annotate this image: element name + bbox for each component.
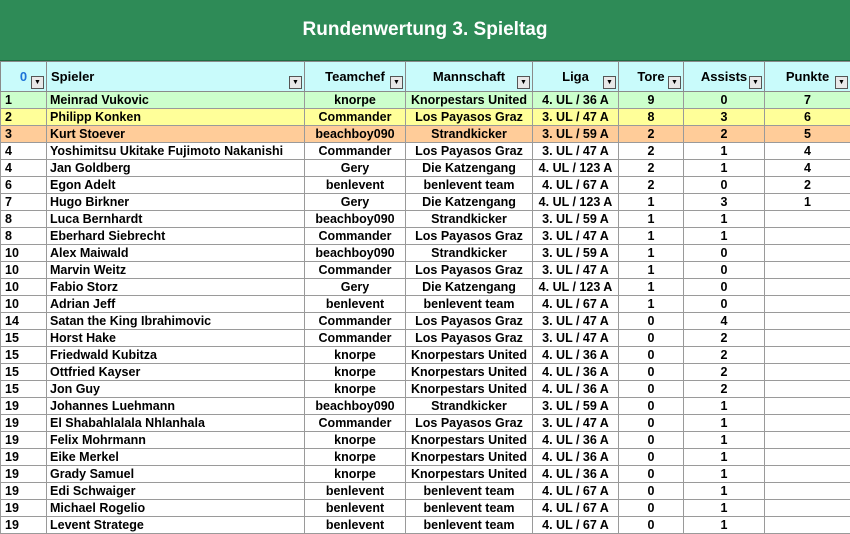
mannschaft-cell[interactable]: Knorpestars United <box>406 381 533 398</box>
tore-cell[interactable]: 9 <box>619 92 684 109</box>
punkte-cell[interactable] <box>765 296 850 313</box>
liga-cell[interactable]: 4. UL / 123 A <box>533 279 619 296</box>
liga-cell[interactable]: 3. UL / 47 A <box>533 109 619 126</box>
table-row <box>1 194 850 211</box>
punkte-cell[interactable] <box>765 466 850 483</box>
rank-cell[interactable]: 19 <box>1 500 47 517</box>
teamchef-cell[interactable]: knorpe <box>305 381 406 398</box>
tore-cell[interactable]: 8 <box>619 109 684 126</box>
tore-cell[interactable]: 1 <box>619 228 684 245</box>
table-row <box>1 228 850 245</box>
player-cell[interactable]: Kurt Stoever <box>47 126 305 143</box>
player-cell[interactable]: Philipp Konken <box>47 109 305 126</box>
table-row <box>1 381 850 398</box>
teamchef-cell[interactable]: Gery <box>305 194 406 211</box>
assists-cell[interactable]: 0 <box>684 92 765 109</box>
punkte-cell[interactable]: 2 <box>765 177 850 194</box>
assists-cell[interactable]: 2 <box>684 381 765 398</box>
assists-cell[interactable]: 3 <box>684 194 765 211</box>
tore-cell[interactable]: 2 <box>619 177 684 194</box>
liga-cell[interactable]: 4. UL / 123 A <box>533 194 619 211</box>
header-liga-label: Liga <box>562 69 589 84</box>
player-cell[interactable]: Satan the King Ibrahimovic <box>47 313 305 330</box>
header-teamchef <box>305 62 406 92</box>
teamchef-cell[interactable]: Commander <box>305 262 406 279</box>
player-cell[interactable]: Luca Bernhardt <box>47 211 305 228</box>
punkte-cell[interactable] <box>765 262 850 279</box>
table-row <box>1 398 850 415</box>
header-rank <box>1 62 47 92</box>
assists-cell[interactable]: 1 <box>684 143 765 160</box>
table-row <box>1 279 850 296</box>
player-cell[interactable]: Marvin Weitz <box>47 262 305 279</box>
teamchef-cell[interactable]: beachboy090 <box>305 398 406 415</box>
mannschaft-cell[interactable]: Los Payasos Graz <box>406 415 533 432</box>
table-row <box>1 500 850 517</box>
header-assists <box>684 62 765 92</box>
table-row <box>1 245 850 262</box>
mannschaft-cell[interactable]: Los Payasos Graz <box>406 143 533 160</box>
liga-cell[interactable]: 4. UL / 67 A <box>533 177 619 194</box>
tore-cell[interactable]: 1 <box>619 194 684 211</box>
rank-cell[interactable]: 10 <box>1 296 47 313</box>
liga-cell[interactable]: 3. UL / 59 A <box>533 126 619 143</box>
mannschaft-cell[interactable]: Knorpestars United <box>406 466 533 483</box>
punkte-cell[interactable] <box>765 415 850 432</box>
header-mannschaft <box>406 62 533 92</box>
table-row <box>1 296 850 313</box>
tore-cell[interactable]: 0 <box>619 347 684 364</box>
rank-cell[interactable]: 6 <box>1 177 47 194</box>
teamchef-cell[interactable]: knorpe <box>305 364 406 381</box>
liga-cell[interactable]: 4. UL / 36 A <box>533 466 619 483</box>
filter-dropdown-icon[interactable]: ▼ <box>835 76 848 89</box>
punkte-cell[interactable] <box>765 347 850 364</box>
rank-cell[interactable]: 19 <box>1 398 47 415</box>
teamchef-cell[interactable]: knorpe <box>305 92 406 109</box>
filter-dropdown-icon[interactable]: ▼ <box>517 76 530 89</box>
assists-cell[interactable]: 3 <box>684 109 765 126</box>
header-assists-label: Assists <box>700 69 748 84</box>
mannschaft-cell[interactable]: Die Katzengang <box>406 194 533 211</box>
rank-cell[interactable]: 10 <box>1 262 47 279</box>
header-tore-label: Tore <box>637 69 665 84</box>
liga-cell[interactable]: 4. UL / 67 A <box>533 296 619 313</box>
rank-cell[interactable]: 4 <box>1 160 47 177</box>
player-cell[interactable]: Eberhard Siebrecht <box>47 228 305 245</box>
player-cell[interactable]: Adrian Jeff <box>47 296 305 313</box>
rank-cell[interactable]: 15 <box>1 347 47 364</box>
header-punkte <box>765 62 850 92</box>
player-cell[interactable]: Fabio Storz <box>47 279 305 296</box>
tore-cell[interactable]: 0 <box>619 517 684 534</box>
liga-cell[interactable]: 4. UL / 36 A <box>533 381 619 398</box>
rank-cell[interactable]: 19 <box>1 449 47 466</box>
table-row <box>1 126 850 143</box>
table-row <box>1 449 850 466</box>
rank-cell[interactable]: 7 <box>1 194 47 211</box>
punkte-cell[interactable]: 4 <box>765 143 850 160</box>
assists-cell[interactable]: 1 <box>684 211 765 228</box>
liga-cell[interactable]: 3. UL / 47 A <box>533 415 619 432</box>
teamchef-cell[interactable]: benlevent <box>305 483 406 500</box>
player-cell[interactable]: Ottfried Kayser <box>47 364 305 381</box>
rank-cell[interactable]: 19 <box>1 517 47 534</box>
assists-cell[interactable]: 0 <box>684 245 765 262</box>
table-row <box>1 313 850 330</box>
standings-table <box>0 61 850 534</box>
rank-cell[interactable]: 8 <box>1 228 47 245</box>
player-cell[interactable]: Michael Rogelio <box>47 500 305 517</box>
assists-cell[interactable]: 1 <box>684 415 765 432</box>
teamchef-cell[interactable]: Gery <box>305 279 406 296</box>
punkte-cell[interactable] <box>765 517 850 534</box>
teamchef-cell[interactable]: benlevent <box>305 177 406 194</box>
assists-cell[interactable]: 1 <box>684 466 765 483</box>
teamchef-cell[interactable]: knorpe <box>305 432 406 449</box>
tore-cell[interactable]: 2 <box>619 143 684 160</box>
liga-cell[interactable]: 4. UL / 67 A <box>533 500 619 517</box>
table-row <box>1 432 850 449</box>
tore-cell[interactable]: 0 <box>619 500 684 517</box>
mannschaft-cell[interactable]: Strandkicker <box>406 211 533 228</box>
table-row <box>1 415 850 432</box>
header-row <box>1 62 850 92</box>
player-cell[interactable]: Friedwald Kubitza <box>47 347 305 364</box>
teamchef-cell[interactable]: knorpe <box>305 466 406 483</box>
punkte-cell[interactable] <box>765 313 850 330</box>
mannschaft-cell[interactable]: Strandkicker <box>406 126 533 143</box>
header-punkte-label: Punkte <box>785 69 830 84</box>
player-cell[interactable]: Alex Maiwald <box>47 245 305 262</box>
teamchef-cell[interactable]: Commander <box>305 330 406 347</box>
teamchef-cell[interactable]: Gery <box>305 160 406 177</box>
assists-cell[interactable]: 0 <box>684 262 765 279</box>
header-tore <box>619 62 684 92</box>
assists-cell[interactable]: 0 <box>684 177 765 194</box>
header-rank-label: 0 <box>19 69 28 84</box>
rank-cell[interactable]: 1 <box>1 92 47 109</box>
teamchef-cell[interactable]: Commander <box>305 109 406 126</box>
tore-cell[interactable]: 2 <box>619 160 684 177</box>
tore-cell[interactable]: 0 <box>619 330 684 347</box>
table-row <box>1 483 850 500</box>
mannschaft-cell[interactable]: Die Katzengang <box>406 160 533 177</box>
punkte-cell[interactable] <box>765 279 850 296</box>
mannschaft-cell[interactable]: Los Payasos Graz <box>406 109 533 126</box>
header-spieler <box>47 62 305 92</box>
tore-cell[interactable]: 0 <box>619 466 684 483</box>
punkte-cell[interactable] <box>765 381 850 398</box>
mannschaft-cell[interactable]: Los Payasos Graz <box>406 228 533 245</box>
tore-cell[interactable]: 0 <box>619 415 684 432</box>
liga-cell[interactable]: 4. UL / 36 A <box>533 347 619 364</box>
filter-dropdown-icon[interactable]: ▼ <box>603 76 616 89</box>
teamchef-cell[interactable]: benlevent <box>305 517 406 534</box>
punkte-cell[interactable] <box>765 211 850 228</box>
header-teamchef-label: Teamchef <box>325 69 385 84</box>
assists-cell[interactable]: 2 <box>684 347 765 364</box>
page-title: Rundenwertung 3. Spieltag <box>302 19 548 40</box>
rank-cell[interactable]: 19 <box>1 415 47 432</box>
player-cell[interactable]: Meinrad Vukovic <box>47 92 305 109</box>
tore-cell[interactable]: 2 <box>619 126 684 143</box>
mannschaft-cell[interactable]: Knorpestars United <box>406 449 533 466</box>
punkte-cell[interactable] <box>765 449 850 466</box>
liga-cell[interactable]: 3. UL / 47 A <box>533 228 619 245</box>
rank-cell[interactable]: 15 <box>1 381 47 398</box>
player-cell[interactable]: Jan Goldberg <box>47 160 305 177</box>
player-cell[interactable]: Grady Samuel <box>47 466 305 483</box>
mannschaft-cell[interactable]: benlevent team <box>406 483 533 500</box>
tore-cell[interactable]: 0 <box>619 381 684 398</box>
title-bar <box>0 0 850 61</box>
liga-cell[interactable]: 3. UL / 59 A <box>533 211 619 228</box>
player-cell[interactable]: Jon Guy <box>47 381 305 398</box>
teamchef-cell[interactable]: benlevent <box>305 296 406 313</box>
tore-cell[interactable]: 1 <box>619 245 684 262</box>
punkte-cell[interactable]: 7 <box>765 92 850 109</box>
assists-cell[interactable]: 1 <box>684 228 765 245</box>
mannschaft-cell[interactable]: Knorpestars United <box>406 432 533 449</box>
table-row <box>1 211 850 228</box>
table-row <box>1 160 850 177</box>
tore-cell[interactable]: 0 <box>619 364 684 381</box>
player-cell[interactable]: Levent Stratege <box>47 517 305 534</box>
teamchef-cell[interactable]: Commander <box>305 143 406 160</box>
liga-cell[interactable]: 4. UL / 67 A <box>533 483 619 500</box>
assists-cell[interactable]: 1 <box>684 483 765 500</box>
mannschaft-cell[interactable]: benlevent team <box>406 517 533 534</box>
teamchef-cell[interactable]: Commander <box>305 228 406 245</box>
table-row <box>1 262 850 279</box>
filter-dropdown-icon[interactable]: ▼ <box>749 76 762 89</box>
punkte-cell[interactable] <box>765 398 850 415</box>
rank-cell[interactable]: 4 <box>1 143 47 160</box>
table-row <box>1 330 850 347</box>
teamchef-cell[interactable]: Commander <box>305 313 406 330</box>
liga-cell[interactable]: 3. UL / 59 A <box>533 245 619 262</box>
punkte-cell[interactable] <box>765 245 850 262</box>
mannschaft-cell[interactable]: Strandkicker <box>406 245 533 262</box>
table-row <box>1 177 850 194</box>
punkte-cell[interactable] <box>765 228 850 245</box>
rank-cell[interactable]: 10 <box>1 245 47 262</box>
player-cell[interactable]: Yoshimitsu Ukitake Fujimoto Nakanishi <box>47 143 305 160</box>
teamchef-cell[interactable]: knorpe <box>305 347 406 364</box>
assists-cell[interactable]: 1 <box>684 449 765 466</box>
punkte-cell[interactable] <box>765 483 850 500</box>
rank-cell[interactable]: 19 <box>1 432 47 449</box>
player-cell[interactable]: Horst Hake <box>47 330 305 347</box>
assists-cell[interactable]: 4 <box>684 313 765 330</box>
assists-cell[interactable]: 1 <box>684 432 765 449</box>
liga-cell[interactable]: 4. UL / 67 A <box>533 517 619 534</box>
rank-cell[interactable]: 8 <box>1 211 47 228</box>
rank-cell[interactable]: 3 <box>1 126 47 143</box>
mannschaft-cell[interactable]: Strandkicker <box>406 398 533 415</box>
rank-cell[interactable]: 15 <box>1 330 47 347</box>
table-row <box>1 143 850 160</box>
assists-cell[interactable]: 1 <box>684 398 765 415</box>
player-cell[interactable]: Edi Schwaiger <box>47 483 305 500</box>
liga-cell[interactable]: 4. UL / 36 A <box>533 432 619 449</box>
filter-dropdown-icon[interactable]: ▼ <box>390 76 403 89</box>
mannschaft-cell[interactable]: Knorpestars United <box>406 364 533 381</box>
liga-cell[interactable]: 3. UL / 47 A <box>533 313 619 330</box>
mannschaft-cell[interactable]: Los Payasos Graz <box>406 313 533 330</box>
table-row <box>1 466 850 483</box>
player-cell[interactable]: El Shabahlalala Nhlanhala <box>47 415 305 432</box>
player-cell[interactable]: Egon Adelt <box>47 177 305 194</box>
punkte-cell[interactable]: 5 <box>765 126 850 143</box>
assists-cell[interactable]: 0 <box>684 279 765 296</box>
tore-cell[interactable]: 0 <box>619 449 684 466</box>
mannschaft-cell[interactable]: Los Payasos Graz <box>406 262 533 279</box>
rank-cell[interactable]: 15 <box>1 364 47 381</box>
punkte-cell[interactable] <box>765 330 850 347</box>
filter-dropdown-icon[interactable]: ▼ <box>289 76 302 89</box>
liga-cell[interactable]: 4. UL / 36 A <box>533 449 619 466</box>
tore-cell[interactable]: 1 <box>619 262 684 279</box>
mannschaft-cell[interactable]: Knorpestars United <box>406 92 533 109</box>
header-mannschaft-label: Mannschaft <box>432 69 506 84</box>
player-cell[interactable]: Eike Merkel <box>47 449 305 466</box>
tore-cell[interactable]: 0 <box>619 398 684 415</box>
table-row <box>1 517 850 534</box>
player-cell[interactable]: Johannes Luehmann <box>47 398 305 415</box>
mannschaft-cell[interactable]: benlevent team <box>406 500 533 517</box>
tore-cell[interactable]: 1 <box>619 296 684 313</box>
mannschaft-cell[interactable]: Los Payasos Graz <box>406 330 533 347</box>
punkte-cell[interactable] <box>765 500 850 517</box>
teamchef-cell[interactable]: Commander <box>305 415 406 432</box>
header-liga <box>533 62 619 92</box>
teamchef-cell[interactable]: beachboy090 <box>305 245 406 262</box>
tore-cell[interactable]: 0 <box>619 483 684 500</box>
rank-cell[interactable]: 2 <box>1 109 47 126</box>
teamchef-cell[interactable]: benlevent <box>305 500 406 517</box>
liga-cell[interactable]: 4. UL / 36 A <box>533 364 619 381</box>
tore-cell[interactable]: 1 <box>619 279 684 296</box>
teamchef-cell[interactable]: beachboy090 <box>305 211 406 228</box>
assists-cell[interactable]: 2 <box>684 126 765 143</box>
mannschaft-cell[interactable]: Die Katzengang <box>406 279 533 296</box>
teamchef-cell[interactable]: knorpe <box>305 449 406 466</box>
punkte-cell[interactable] <box>765 364 850 381</box>
assists-cell[interactable]: 1 <box>684 500 765 517</box>
liga-cell[interactable]: 3. UL / 59 A <box>533 398 619 415</box>
player-cell[interactable]: Hugo Birkner <box>47 194 305 211</box>
rank-cell[interactable]: 19 <box>1 483 47 500</box>
mannschaft-cell[interactable]: benlevent team <box>406 177 533 194</box>
assists-cell[interactable]: 0 <box>684 296 765 313</box>
player-cell[interactable]: Felix Mohrmann <box>47 432 305 449</box>
rank-cell[interactable]: 14 <box>1 313 47 330</box>
assists-cell[interactable]: 1 <box>684 160 765 177</box>
assists-cell[interactable]: 2 <box>684 330 765 347</box>
teamchef-cell[interactable]: beachboy090 <box>305 126 406 143</box>
mannschaft-cell[interactable]: benlevent team <box>406 296 533 313</box>
assists-cell[interactable]: 2 <box>684 364 765 381</box>
header-spieler-label: Spieler <box>51 69 95 84</box>
table-row <box>1 364 850 381</box>
punkte-cell[interactable]: 1 <box>765 194 850 211</box>
liga-cell[interactable]: 3. UL / 47 A <box>533 330 619 347</box>
tore-cell[interactable]: 0 <box>619 432 684 449</box>
punkte-cell[interactable]: 6 <box>765 109 850 126</box>
punkte-cell[interactable] <box>765 432 850 449</box>
punkte-cell[interactable]: 4 <box>765 160 850 177</box>
liga-cell[interactable]: 3. UL / 47 A <box>533 262 619 279</box>
liga-cell[interactable]: 4. UL / 123 A <box>533 160 619 177</box>
rank-cell[interactable]: 10 <box>1 279 47 296</box>
filter-dropdown-icon[interactable]: ▼ <box>668 76 681 89</box>
filter-dropdown-icon[interactable]: ▼ <box>31 76 44 89</box>
liga-cell[interactable]: 3. UL / 47 A <box>533 143 619 160</box>
tore-cell[interactable]: 0 <box>619 313 684 330</box>
liga-cell[interactable]: 4. UL / 36 A <box>533 92 619 109</box>
rank-cell[interactable]: 19 <box>1 466 47 483</box>
table-row <box>1 109 850 126</box>
mannschaft-cell[interactable]: Knorpestars United <box>406 347 533 364</box>
table-row <box>1 92 850 109</box>
tore-cell[interactable]: 1 <box>619 211 684 228</box>
assists-cell[interactable]: 1 <box>684 517 765 534</box>
table-row <box>1 347 850 364</box>
